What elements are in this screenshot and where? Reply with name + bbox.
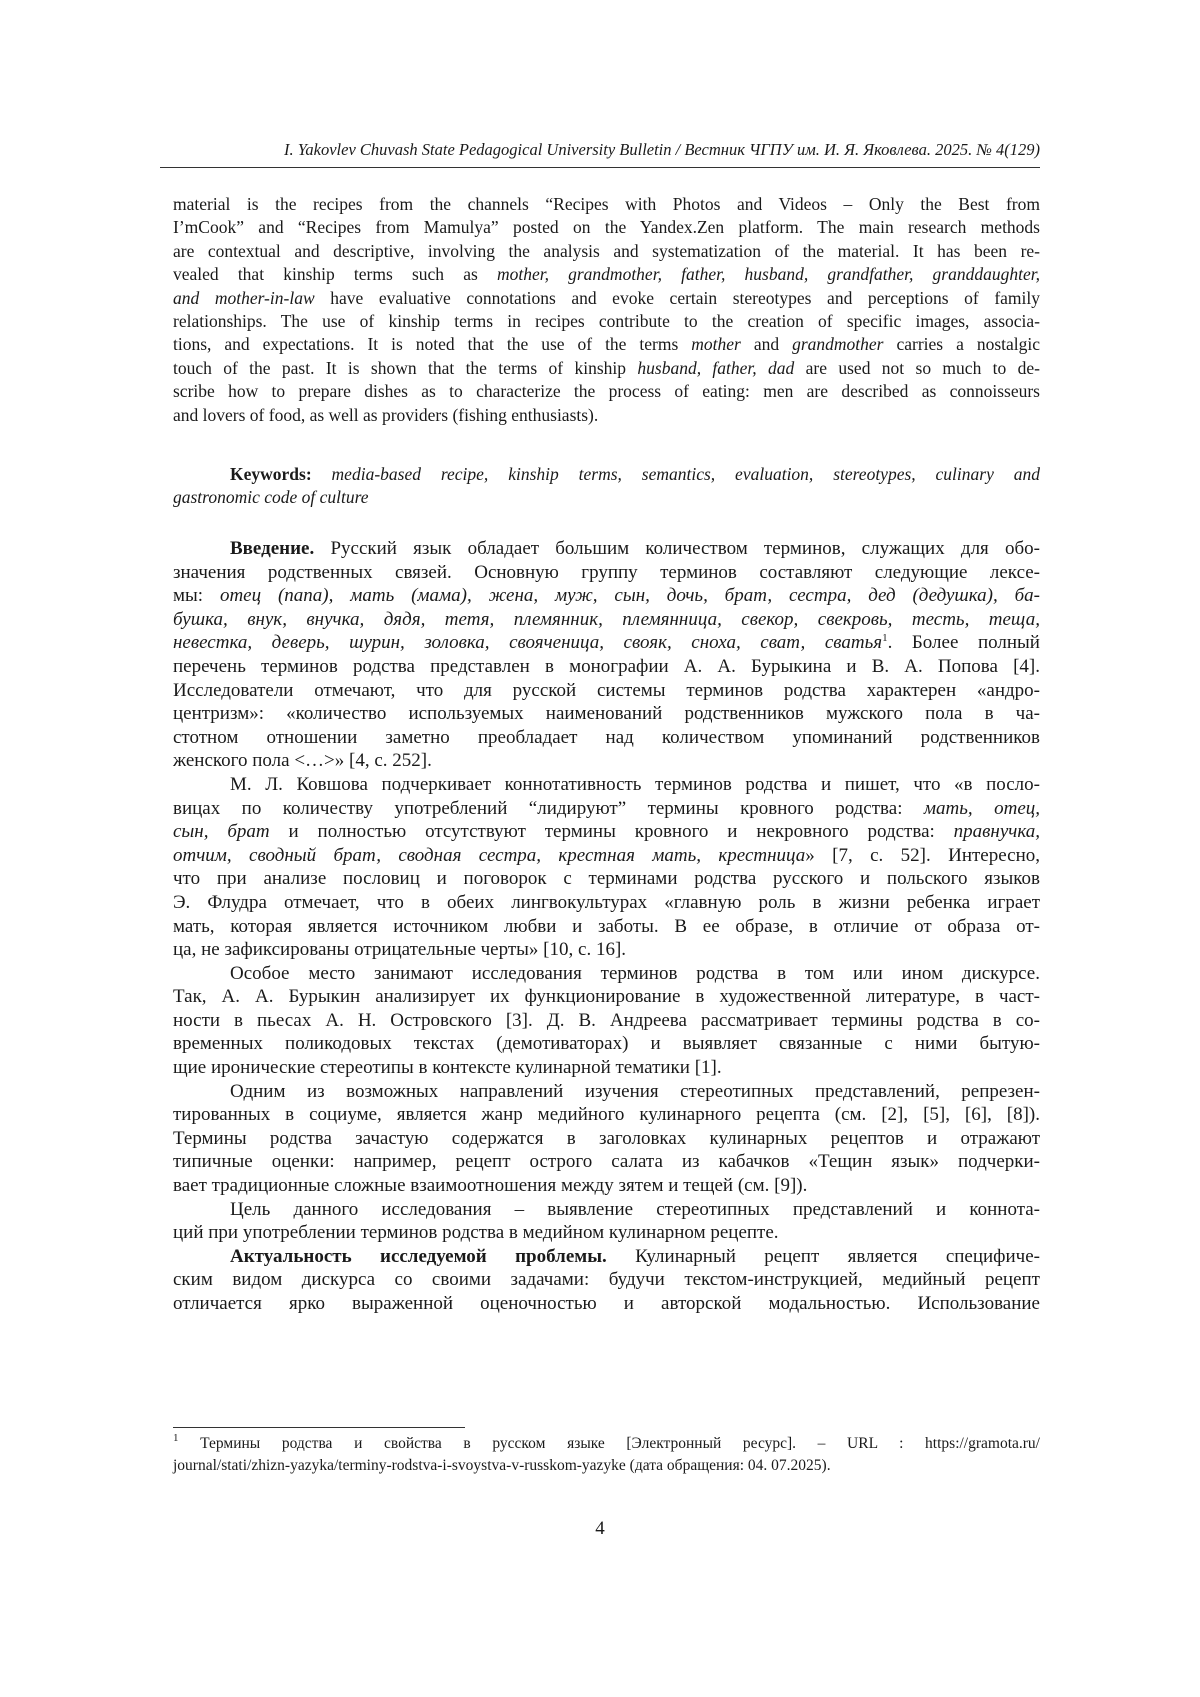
body-line: ций при употреблении терминов родства в медийном кулинарном рецепте. — [173, 1222, 779, 1244]
body-line: тированных в социуме, является жанр медийного кулинарного рецепта (см. [2], [5], [6], [8]). — [173, 1104, 1040, 1126]
body-line: вицах по количеству употреблений “лидируют” термины кровного родства: мать, отец, — [173, 797, 1040, 819]
body-line: Так, А. А. Бурыкин анализирует их функционирование в художественной литературе, в част- — [173, 986, 1040, 1008]
body-line: временных поликодовых текстах (демотиваторах) и выявляет связанные с ними бытую- — [173, 1033, 1040, 1055]
abstract-line: relationships. The use of kinship terms in recipes contribute to the creation of specific images, associa- — [173, 310, 1040, 331]
body-line: Цель данного исследования – выявление стереотипных представлений и коннота- — [230, 1198, 1040, 1220]
abstract-line: vealed that kinship terms such as mother, grandmother, father, husband, grandfather, granddaughter, — [173, 264, 1040, 285]
running-header — [160, 137, 1040, 168]
body-line: Актуальность исследуемой проблемы. Кулинарный рецепт является специфиче- — [230, 1245, 1040, 1267]
body-line: Введение. Русский язык обладает большим количеством терминов, служащих для обо- — [230, 538, 1040, 559]
body-line: стотном отношении заметно преобладает над количеством упоминаний родственников — [173, 726, 1040, 748]
abstract-line: are contextual and descriptive, involving the analysis and systematization of the material. It has been re- — [173, 240, 1040, 261]
body-line: М. Л. Ковшова подчеркивает коннотативность терминов родства и пишет, что «в посло- — [230, 773, 1040, 795]
body-line: отчим, сводный брат, сводная сестра, крестная мать, крестница» [7, с. 52]. Интересно, — [173, 844, 1040, 866]
body-line: типичные оценки: например, рецепт острого салата из кабачков «Тещин язык» подчерки- — [173, 1151, 1040, 1173]
body-line: ности в пьесах А. Н. Островского [3]. Д. В. Андреева рассматривает термины родства в со- — [173, 1009, 1040, 1031]
body-line: женского пола <…>» [4, с. 252]. — [173, 750, 432, 772]
running-title: I. Yakovlev Chuvash State Pedagogical University Bulletin / Вестник ЧГПУ им. И. Я. Яковлева. 2025. № 4(129) — [284, 140, 1040, 159]
body-line: перечень терминов родства представлен в монографии А. А. Бурыкина и В. А. Попова [4]. — [173, 655, 1040, 677]
body-line: ским видом дискурса со своими задачами: будучи текстом-инструкцией, медийный рецепт — [173, 1269, 1040, 1291]
body-line: что при анализе пословиц и поговорок с терминами родства русского и польского языков — [173, 868, 1040, 890]
body-line: щие иронические стереотипы в контексте кулинарной тематики [1]. — [173, 1057, 722, 1079]
body-line: Особое место занимают исследования терминов родства в том или ином дискурсе. — [230, 962, 1040, 984]
footnote-line: $^1$ Термины родства и свойства в русском языке [Электронный ресурс]. – URL : https://gramota.ru/ — [173, 1432, 1040, 1452]
body-line: мы: отец (папа), мать (мама), жена, муж, сын, дочь, брат, сестра, дед (дедушка), ба- — [173, 585, 1040, 607]
footnote-line: journal/stati/zhizn-yazyka/terminy-rodstva-i-svoystva-v-russkom-yazyke (дата обращения: 04. 07.2025). — [173, 1457, 831, 1474]
body-line: невестка, деверь, шурин, золовка, свояченица, свояк, сноха, сват, сватья$^1$. Более полный — [173, 632, 1040, 654]
body-line: центризм»: «количество используемых наименований родственников мужского пола в ча- — [173, 703, 1040, 725]
body-text — [173, 537, 1040, 1316]
body-line: Термины родства зачастую содержатся в заголовках кулинарных рецептов и отражают — [173, 1127, 1040, 1149]
body-line: Исследователи отмечают, что для русской системы терминов родства характерен «андро- — [173, 679, 1040, 701]
body-line: отличается ярко выраженной оценочностью и авторской модальностью. Использование — [173, 1293, 1040, 1314]
abstract-line: and lovers of food, as well as providers (fishing enthusiasts). — [173, 404, 599, 425]
abstract-line: scribe how to prepare dishes as to characterize the process of eating: men are described as connoisseurs — [173, 381, 1040, 402]
footnote-rule — [173, 1427, 465, 1428]
body-line: бушка, внук, внучка, дядя, тетя, племянник, племянница, свекор, свекровь, тесть, теща, — [173, 608, 1040, 630]
body-line: ца, не зафиксированы отрицательные черты» [10, с. 16]. — [173, 939, 627, 961]
body-line: сын, брат и полностью отсутствуют термины кровного и некровного родства: правнучка, — [173, 821, 1040, 843]
keywords-line: Keywords: media-based recipe, kinship terms, semantics, evaluation, stereotypes, culinary and — [230, 464, 1040, 484]
body-line: значения родственных связей. Основную группу терминов составляют следующие лексе- — [173, 561, 1040, 583]
body-line: мать, которая является источником любви и заботы. В ее образе, в отличие от образа от- — [173, 915, 1040, 937]
body-line: Одним из возможных направлений изучения стереотипных представлений, репрезен- — [230, 1080, 1040, 1102]
footnote — [173, 1433, 1040, 1477]
page-number: 4 — [595, 1518, 605, 1539]
keywords — [173, 463, 1040, 510]
body-line: вает традиционные сложные взаимоотношения между зятем и тещей (см. [9]). — [173, 1175, 808, 1197]
abstract-line: I’mCook” and “Recipes from Mamulya” posted on the Yandex.Zen platform. The main research methods — [173, 217, 1040, 238]
abstract-line: and mother-in-law have evaluative connotations and evoke certain stereotypes and perceptions of family — [173, 287, 1040, 308]
abstract-line: material is the recipes from the channels “Recipes with Photos and Videos – Only the Best from — [173, 194, 1040, 214]
keywords-line: gastronomic code of culture — [173, 487, 369, 508]
body-line: Э. Флудра отмечает, что в обеих лингвокультурах «главную роль в жизни ребенка играет — [173, 891, 1040, 913]
abstract-line: tions, and expectations. It is noted that the use of the terms mother and grandmother carries a nostalgic — [173, 334, 1040, 355]
abstract — [173, 193, 1040, 427]
abstract-line: touch of the past. It is shown that the terms of kinship husband, father, dad are used not so much to de- — [173, 357, 1040, 378]
